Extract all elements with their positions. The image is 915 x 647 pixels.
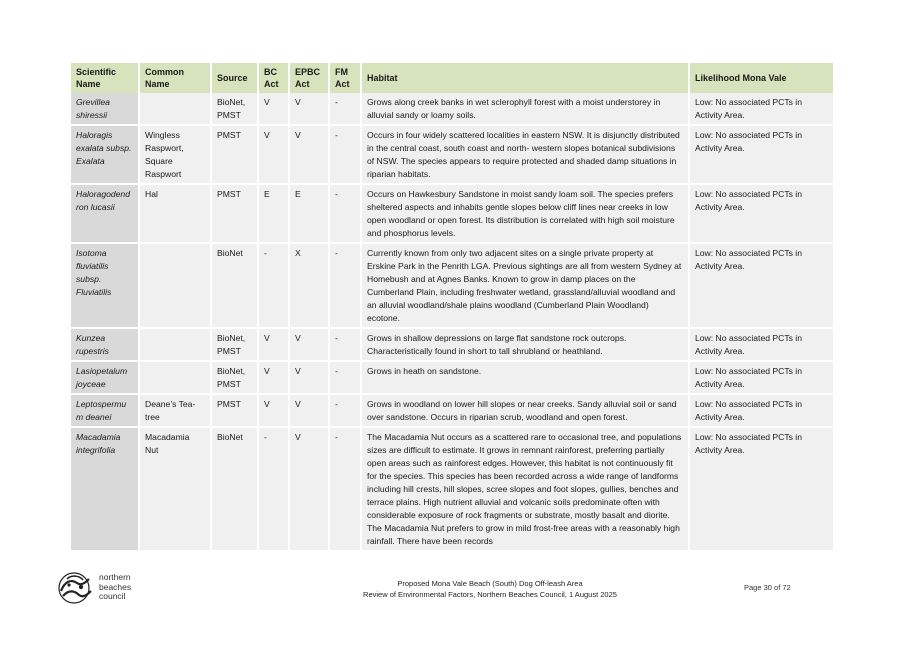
cell-scientific-name: Lasiopetalum joyceae (71, 362, 138, 395)
table-row (71, 126, 833, 185)
table-row (71, 329, 833, 362)
cell-source: BioNet, PMST (212, 93, 257, 126)
cell-common-name: Hal (140, 185, 210, 244)
cell-common-name: Deane’s Tea-tree (140, 395, 210, 428)
cell-bc-act: V (259, 93, 288, 126)
cell-epbc-act: E (290, 185, 328, 244)
cell-epbc-act: V (290, 93, 328, 126)
cell-fm-act: - (330, 185, 360, 244)
cell-epbc-act: V (290, 126, 328, 185)
cell-common-name (140, 362, 210, 395)
council-logo-text (99, 573, 131, 602)
cell-scientific-name: Kunzea rupestris (71, 329, 138, 362)
cell-fm-act: - (330, 428, 360, 552)
species-table (69, 63, 835, 552)
table-body (71, 93, 833, 552)
cell-habitat: Occurs on Hawkesbury Sandstone in moist sandy loam soil. The species prefers sheltered aspects and inhabits gentle slopes below cliff lines near creeks in low open woodland or open forest. Its distribution is correlated with high soil moisture and phosphorus levels. (362, 185, 688, 244)
cell-fm-act: - (330, 126, 360, 185)
cell-bc-act: V (259, 395, 288, 428)
logo-line-3: council (99, 591, 126, 601)
logo-line-1: northern (99, 572, 131, 582)
cell-bc-act: V (259, 126, 288, 185)
cell-scientific-name: Macadamia integrifolia (71, 428, 138, 552)
cell-likelihood: Low: No associated PCTs in Activity Area. (690, 93, 833, 126)
cell-bc-act: V (259, 329, 288, 362)
header-source: Source (212, 63, 257, 93)
cell-bc-act: - (259, 244, 288, 329)
cell-scientific-name: Grevillea shiressii (71, 93, 138, 126)
cell-scientific-name: Leptospermu m deanei (71, 395, 138, 428)
cell-bc-act: V (259, 362, 288, 395)
cell-epbc-act: V (290, 362, 328, 395)
cell-likelihood: Low: No associated PCTs in Activity Area. (690, 362, 833, 395)
species-table-wrapper (71, 63, 827, 552)
header-fm-act: FM Act (330, 63, 360, 93)
cell-fm-act: - (330, 362, 360, 395)
cell-likelihood: Low: No associated PCTs in Activity Area. (690, 395, 833, 428)
cell-epbc-act: X (290, 244, 328, 329)
header-bc-act: BC Act (259, 63, 288, 93)
cell-likelihood: Low: No associated PCTs in Activity Area. (690, 329, 833, 362)
cell-common-name: Wingless Raspwort, Square Raspwort (140, 126, 210, 185)
table-row (71, 428, 833, 552)
footer-title (300, 578, 680, 600)
table-row (71, 93, 833, 126)
cell-source: BioNet (212, 244, 257, 329)
council-logo-icon (57, 571, 95, 605)
cell-bc-act: E (259, 185, 288, 244)
cell-habitat: The Macadamia Nut occurs as a scattered rare to occasional tree, and populations sizes are difficult to estimate. It grows in remnant rainforest, preferring partially open areas such as rainforest edges. However, this habitat is not continuously fit for the species. This species has been recorded across a wide range of landforms including hill crests, hill slopes, scree slopes and foot slopes, gullies, benches and terrace plains. High nutrient alluvial and volcanic soils predominate often with considerable exposure of rock fragments or substrate, mostly basalt and diorite. The Macadamia Nut prefers to grow in mild frost-free areas with a reasonably high rainfall. There have been records (362, 428, 688, 552)
cell-source: BioNet, PMST (212, 329, 257, 362)
cell-bc-act: - (259, 428, 288, 552)
cell-habitat: Grows in shallow depressions on large flat sandstone rock outcrops. Characteristically found in short to tall shrubland or heathland. (362, 329, 688, 362)
header-likelihood: Likelihood Mona Vale (690, 63, 833, 93)
cell-common-name: Macadamia Nut (140, 428, 210, 552)
cell-scientific-name: Haloragis exalata subsp. Exalata (71, 126, 138, 185)
table-row (71, 244, 833, 329)
cell-likelihood: Low: No associated PCTs in Activity Area. (690, 428, 833, 552)
cell-epbc-act: V (290, 395, 328, 428)
header-habitat: Habitat (362, 63, 688, 93)
footer-title-line-2: Review of Environmental Factors, Northern Beaches Council, 1 August 2025 (363, 590, 617, 599)
cell-fm-act: - (330, 329, 360, 362)
cell-source: BioNet, PMST (212, 362, 257, 395)
cell-fm-act: - (330, 395, 360, 428)
logo-line-2: beaches (99, 581, 132, 592)
cell-fm-act: - (330, 244, 360, 329)
cell-common-name (140, 93, 210, 126)
table-header-row (71, 63, 833, 93)
cell-likelihood: Low: No associated PCTs in Activity Area. (690, 244, 833, 329)
cell-habitat: Grows along creek banks in wet sclerophyll forest with a moist understorey in alluvial sandy or loamy soils. (362, 93, 688, 126)
cell-source: PMST (212, 126, 257, 185)
cell-common-name (140, 244, 210, 329)
cell-common-name (140, 329, 210, 362)
header-common-name: Common Name (140, 63, 210, 93)
header-scientific-name: Scientific Name (71, 63, 138, 93)
cell-epbc-act: V (290, 329, 328, 362)
cell-habitat: Currently known from only two adjacent sites on a single private property at Erskine Park in the Penrith LGA. Previous sightings are all from western Sydney at Homebush and at Agnes Banks. Known to grow in damp places on the Cumberland Plain, including freshwater wetland, grassland/alluvial woodland and an alluvial woodland/shale plains woodland (Cumberland Plain Woodland) ecotone. (362, 244, 688, 329)
table-row (71, 185, 833, 244)
cell-source: BioNet (212, 428, 257, 552)
cell-habitat: Grows in woodland on lower hill slopes or near creeks. Sandy alluvial soil or sand over sandstone. Occurs in riparian scrub, woodland and open forest. (362, 395, 688, 428)
cell-fm-act: - (330, 93, 360, 126)
cell-scientific-name: Haloragodend ron lucasii (71, 185, 138, 244)
table-row (71, 362, 833, 395)
cell-source: PMST (212, 185, 257, 244)
cell-epbc-act: V (290, 428, 328, 552)
table-row (71, 395, 833, 428)
header-epbc-act: EPBC Act (290, 63, 328, 93)
cell-source: PMST (212, 395, 257, 428)
cell-habitat: Occurs in four widely scattered localities in eastern NSW. It is disjunctly distributed in the central coast, south coast and north- western slopes botanical subdivisions of NSW. The species appears to require protected and shaded damp situations in riparian habitats. (362, 126, 688, 185)
cell-habitat: Grows in heath on sandstone. (362, 362, 688, 395)
cell-likelihood: Low: No associated PCTs in Activity Area. (690, 185, 833, 244)
cell-likelihood: Low: No associated PCTs in Activity Area. (690, 126, 833, 185)
page-number: Page 30 of 72 (744, 583, 791, 592)
cell-scientific-name: Isotoma fluviatilis subsp. Fluviatilis (71, 244, 138, 329)
footer-title-line-1: Proposed Mona Vale Beach (South) Dog Off-leash Area (397, 579, 583, 588)
